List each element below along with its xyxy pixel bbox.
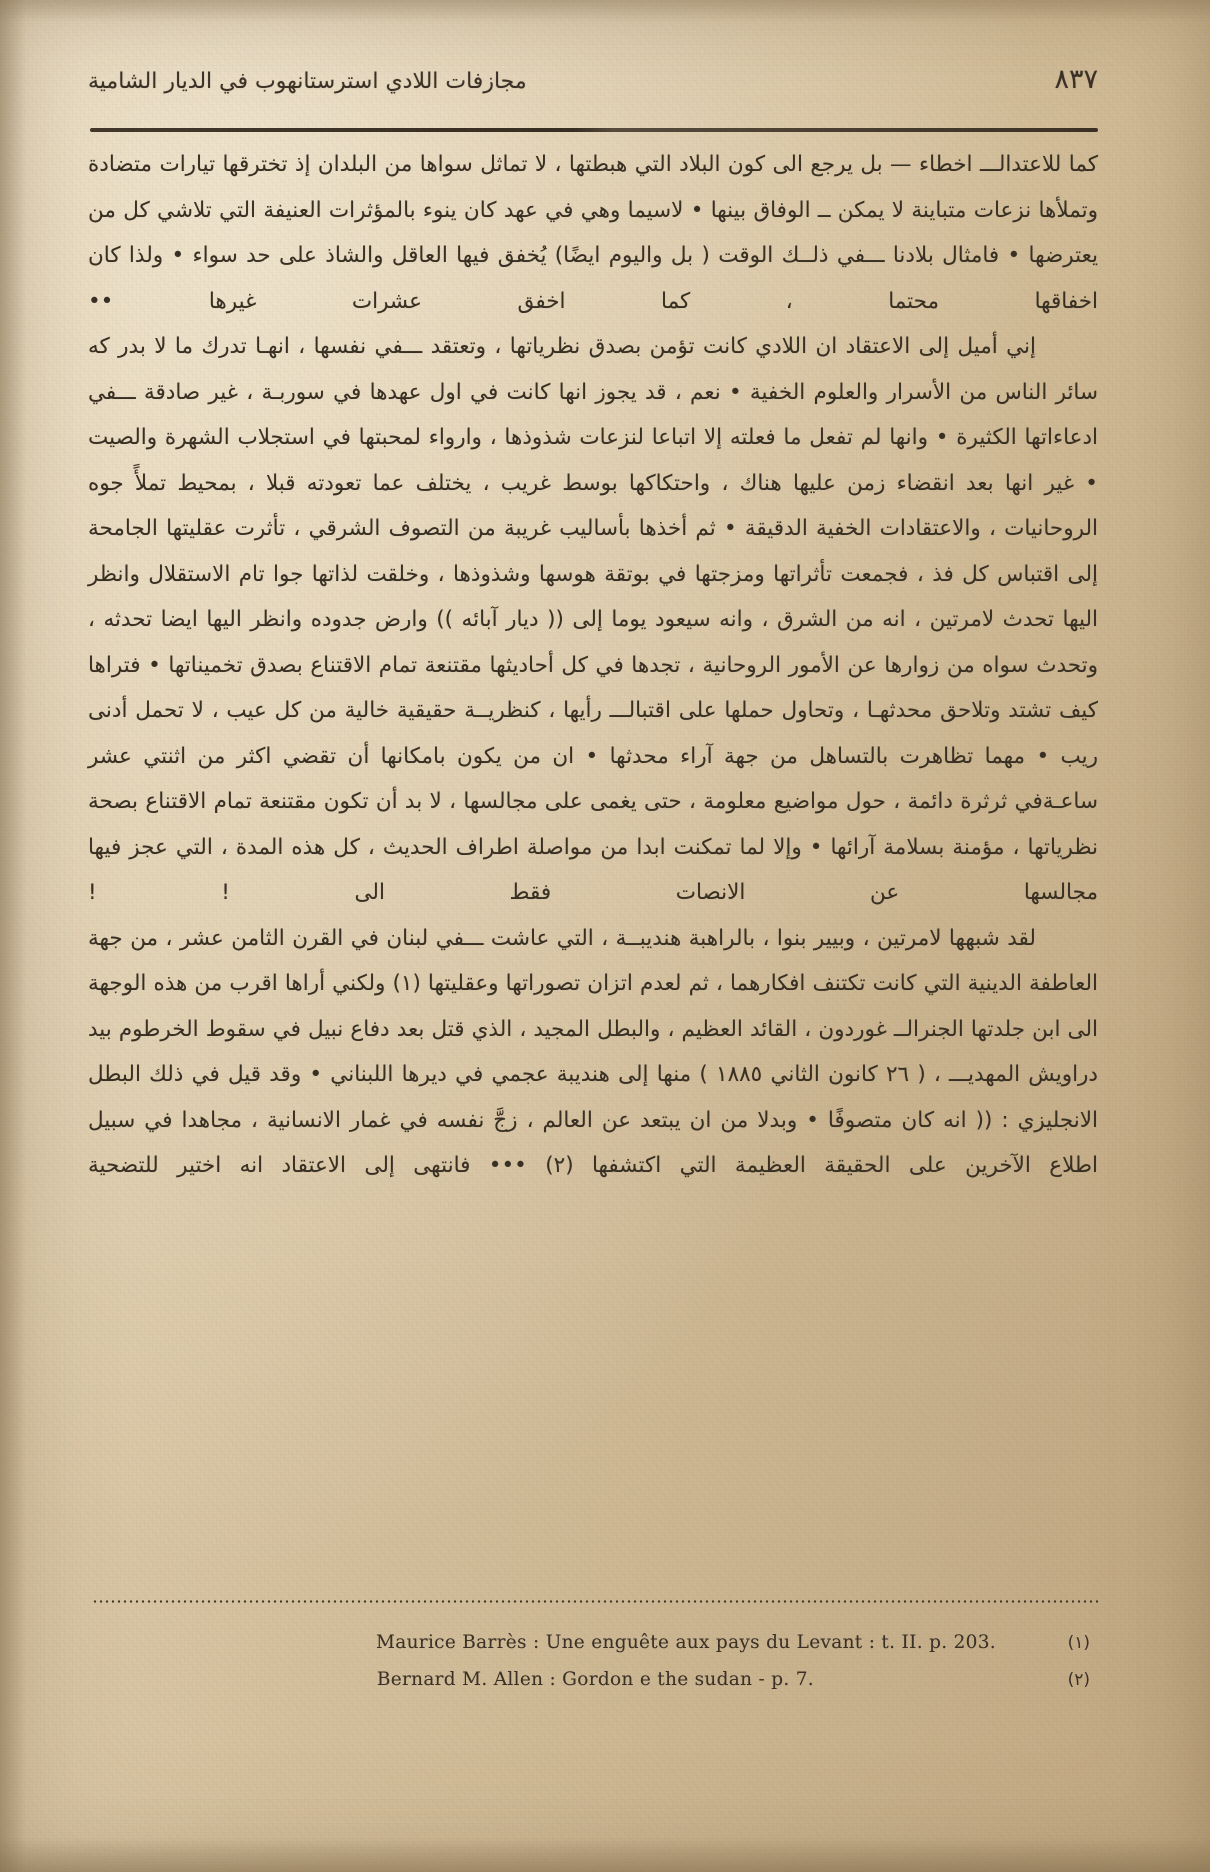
footnote-marker: (٢): [1067, 1670, 1090, 1690]
page-content: [88, 0, 1098, 1872]
footnote-citation: Maurice Barrès : Une enguête aux pays du Levant : t. II. p. 203.: [376, 1632, 996, 1653]
text-line: كل فذ ، فجمعت تأثراتها ومزجتها في بوتقة هوسها وشذوذها ، وخلقت لذاتها جوا تام الاستقلال: [148, 561, 989, 587]
text-line: إذ تخترقها تيارات متضادة وتملأها نزعات متباينة لا يمكن ــ الوفاق بينها • لاسيما وهي في عهد: [88, 152, 1099, 223]
text-line: هذه المدة ، التي عجز فيها مجالسها عن الانصات فقط الى ! !: [88, 834, 1098, 905]
paragraph: [88, 916, 1098, 1189]
text-line: إني أميل إلى الاعتقاد ان اللادي كانت تؤمن بصدق نظرياتها ، وتعتقد ـــفي نفسها ، انهـا: [255, 334, 1036, 359]
text-line: الخفية الدقيقة • ثم أخذها بأساليب غريبة من التصوف الشرقي ، تأثرت عقليتها الجامحة إلى اقتباس: [88, 516, 1099, 587]
text-line: عهدها في سوربـة ، غير صادقة ـــفي ادعاءاتها الكثيرة • وانها لم تفعل ما فعلته إلا اتباعا لنزعات: [88, 379, 1099, 450]
footnote-separator: [92, 1600, 1098, 1603]
text-line: اطلاع الآخرين على الحقيقة العظيمة التي اكتشفها (٢) ••• فانتهى إلى الاعتقاد انه اختير للتضحية: [88, 1153, 1098, 1178]
text-line: لقد شبهها لامرتين ، وبيير بنوا ، بالراهبة هنديبــة ، التي عاشت ـــفي لبنان في القرن الثامن: [231, 925, 1036, 951]
text-line: كان متصوفًا • وبدلا من ان يبتعد عن العالم ، زجَّ نفسه في غمار الانسانية ، مجاهدا في سبيل: [88, 1107, 935, 1133]
text-line: المجيد ، الذي قتل بعد دفاع نبيل في سقوط الخرطوم بيد دراويش المهديـــ ، ( ٢٦ كانون الثاني: [88, 1016, 1099, 1087]
text-line: ١٨٨٥ ) منها إلى هنديبة عجمي في ديرها اللبناني • وقد قيل في ذلك البطل الانجليزي : (( انه: [88, 1062, 1098, 1133]
paragraph: [88, 324, 1098, 916]
body-text: [88, 142, 1098, 1189]
text-line: بالتساهل من جهة آراء محدثها • ان من يكون بامكانها أن تقضي اكثر من اثنتي عشر ساعـةفي: [88, 743, 1098, 814]
text-line: وانظر اليها تحدث لامرتين ، انه من الشرق ، وانه سيعود يوما إلى (( ديار آبائه )) وارض جدوده: [88, 561, 1098, 632]
text-line: ثرثرة دائمة ، حول مواضيع معلومة ، حتى يغمى على مجالسها ، لا بد أن تكون مقتنعة تمام الاقتناع: [145, 789, 1008, 814]
text-line: واحتكاكها بوسط غريب ، يختلف عما تعودته قبلا ، بمحيط تملأً جوه الروحانيات ، والاعتقادات: [88, 470, 1098, 541]
footnote-item: [88, 1632, 1098, 1653]
text-line: وانظر اليها ايضا تحدثه ، وتحدث سواه من زوارها عن الأمور الروحانية ، تجدها في كل أحاديثها: [88, 607, 1099, 678]
text-line: تدرك ما لا بدر كه سائر الناس من الأسرار والعلوم الخفية • نعم ، قد يجوز انها كانت في اول: [88, 334, 1098, 405]
header-rule: [90, 128, 1098, 132]
footnote-marker: (١): [1067, 1633, 1090, 1653]
text-line: كما للاعتدالـــ اخطاء — بل يرجع الى كون البلاد التي هبطتها ، لا تماثل سواها من البلدان: [317, 152, 1098, 177]
footnote-citation: Bernard M. Allen : Gordon e the sudan - p. 7.: [376, 1669, 814, 1690]
text-line: واليوم ايضًا) يُخفق فيها العاقل والشاذ على حد سواء • ولذا كان اخفاقها محتما ، كما اخفق عشرات غيرها ••: [88, 243, 1098, 314]
text-line: عشر ، من جهة العاطفة الدينية التي كانت تكتنف افكارهما ، ثم لعدم اتزان تصوراتها وعقليتها (١): [88, 925, 1098, 996]
text-line: اقتبالـــ رأيها ، كنظريــة حقيقية خالية من كل عيب ، لا تحمل أدنى ريب • مهما تظاهرت: [88, 698, 1098, 769]
text-line: مقتنعة تمام الاقتناع بصدق تخميناتها • فتراها كيف تشتد وتلاحق محدثهـا ، وتحاول حملها على: [88, 652, 1098, 723]
running-title: مجازفات اللادي استرستانهوب في الديار الشامية: [88, 69, 527, 94]
footnote-item: [88, 1669, 1098, 1690]
text-line: شذوذها ، وارواء لمحبتها في استجلاب الشهرة والصيت • غير انها بعد انقضاء زمن عليها هناك ،: [88, 425, 1098, 496]
running-header: [88, 64, 1098, 95]
text-line: كان ينوء بالمؤثرات العنيفة التي تلاشي كل من يعترضها • فامثال بلادنا ـــفي ذلــك الوقت ( بل: [88, 197, 1098, 268]
text-line: ولكني أراها اقرب من هذه الوجهة الى ابن جلدتها الجنرالــ غوردون ، القائد العظيم ، والبطل: [88, 971, 1098, 1042]
page-edge-left-shadow: [0, 0, 26, 1872]
text-line: بصحة نظرياتها ، مؤمنة بسلامة آرائها • وإلا لما تمكنت ابدا من مواصلة اطراف الحديث ، كل: [88, 789, 1098, 860]
paragraph: [88, 142, 1098, 324]
footnotes: [88, 1632, 1098, 1706]
page-number: ٨٣٧: [1054, 64, 1098, 95]
